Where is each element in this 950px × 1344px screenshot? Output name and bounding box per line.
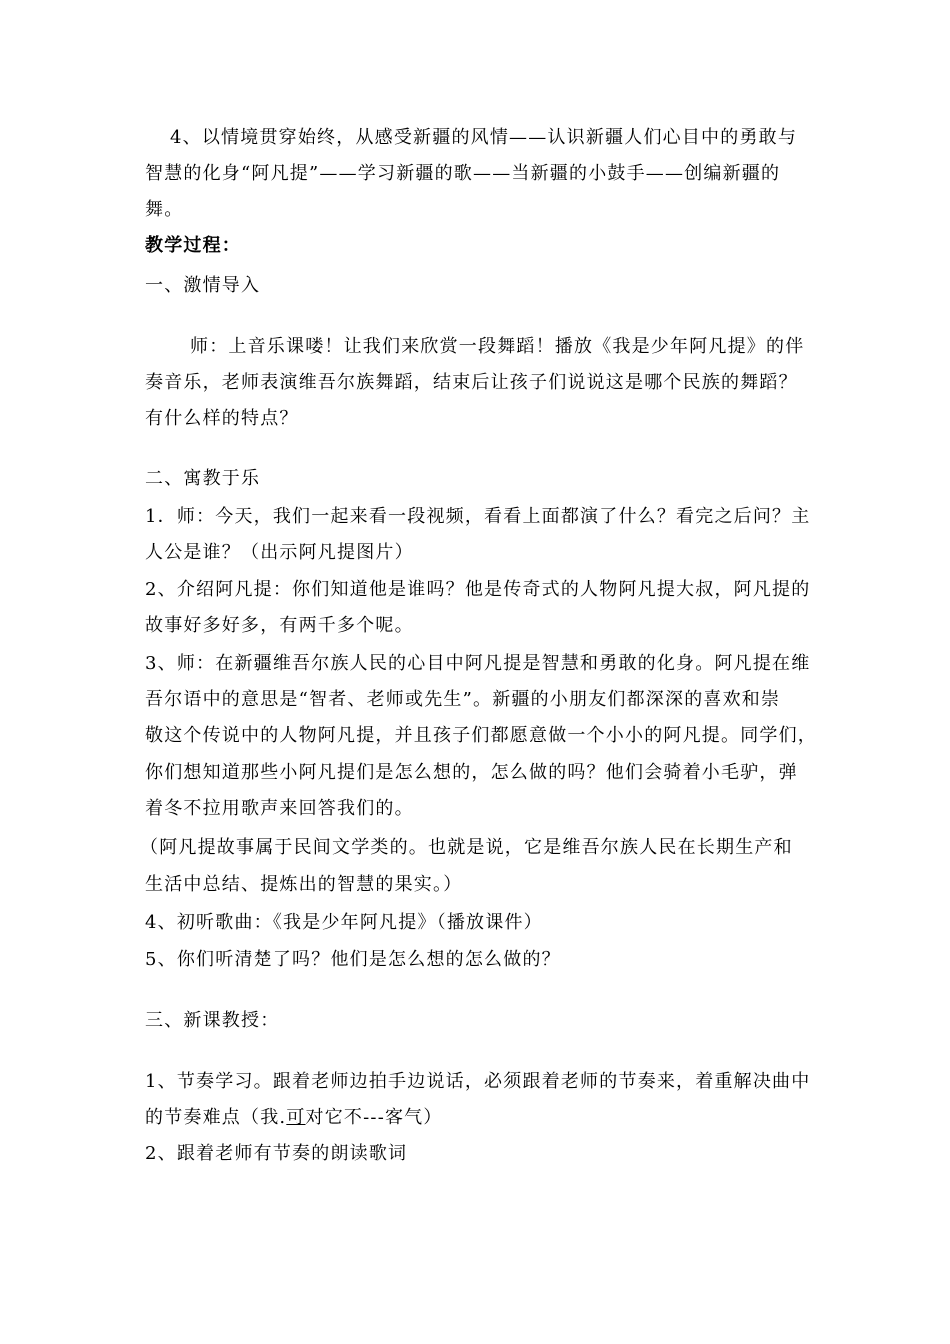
- section2-item1-line2: 人公是谁？（出示阿凡提图片）: [145, 542, 414, 563]
- section1-para-line1: 师：上音乐课喽！让我们来欣赏一段舞蹈！播放《我是少年阿凡提》的伴: [190, 336, 805, 357]
- section2-item3-line1: 3、师：在新疆维吾尔族人民的心目中阿凡提是智慧和勇敢的化身。阿凡提在维: [145, 653, 811, 674]
- intro-item4-line2: 智慧的化身“阿凡提”——学习新疆的歌——当新疆的小鼓手——创编新疆的: [145, 163, 781, 184]
- section2-item5: 5、你们听清楚了吗？他们是怎么想的怎么做的？: [145, 949, 561, 970]
- rhythm-underlined-char: 可: [286, 1107, 306, 1128]
- section2-item3-line3: 敬这个传说中的人物阿凡提，并且孩子们都愿意做一个小小的阿凡提。同学们，: [145, 725, 817, 746]
- rhythm-text-end: 对它不---客气）: [305, 1107, 443, 1128]
- section2-item3-line5: 着冬不拉用歌声来回答我们的。: [145, 798, 414, 819]
- section2-item2-line1: 2、介绍阿凡提：你们知道他是谁吗？他是传奇式的人物阿凡提大叔，阿凡提的: [145, 579, 811, 600]
- intro-item4-line1: 4、以情境贯穿始终，从感受新疆的风情——认识新疆人们心目中的勇敢与: [170, 127, 798, 148]
- intro-item4-line3: 舞。: [145, 199, 184, 220]
- section3-item1-line1: 1、节奏学习。跟着老师边拍手边说话，必须跟着老师的节奏来，着重解决曲中: [145, 1071, 811, 1092]
- section2-item2-line2: 故事好多好多，有两千多个呢。: [145, 615, 414, 636]
- section2-item4: 4、初听歌曲：《我是少年阿凡提》（播放课件）: [145, 912, 543, 933]
- section3-heading: 三、新课教授：: [145, 1010, 280, 1031]
- section3-item2: 2、跟着老师有节奏的朗读歌词: [145, 1143, 408, 1164]
- section2-item1-line1: 1．师：今天，我们一起来看一段视频，看看上面都演了什么？看完之后问？主: [145, 506, 811, 527]
- section1-heading: 一、激情导入: [145, 275, 261, 296]
- rhythm-text-start: 的节奏难点（我.: [145, 1107, 287, 1128]
- section2-note-line1: （阿凡提故事属于民间文学类的。也就是说，它是维吾尔族人民在长期生产和: [140, 837, 793, 858]
- section1-para-line3: 有什么样的特点？: [145, 408, 299, 429]
- section3-item1-line2: [145, 1105, 443, 1131]
- process-heading: 教学过程：: [145, 235, 241, 256]
- section1-para-line2: 奏音乐，老师表演维吾尔族舞蹈，结束后让孩子们说说这是哪个民族的舞蹈？: [145, 372, 798, 393]
- section2-note-line2: 生活中总结、提炼出的智慧的果实。）: [145, 874, 463, 895]
- section2-item3-line4: 你们想知道那些小阿凡提们是怎么想的，怎么做的吗？他们会骑着小毛驴，弹: [145, 762, 798, 783]
- section2-heading: 二、寓教于乐: [145, 468, 261, 489]
- section2-item3-line2: 吾尔语中的意思是“智者、老师或先生”。新疆的小朋友们都深深的喜欢和崇: [145, 689, 781, 710]
